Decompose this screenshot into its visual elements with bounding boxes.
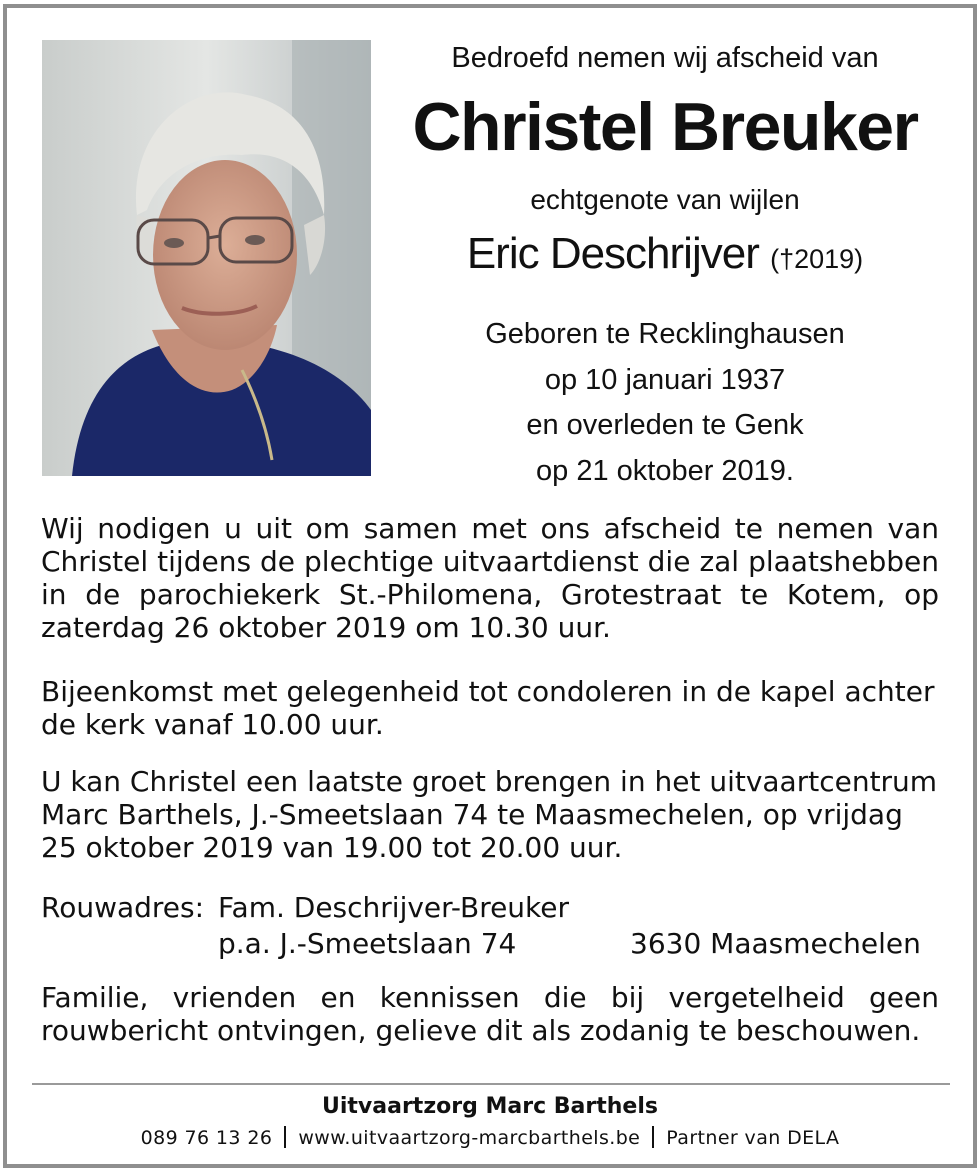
address-street: p.a. J.-Smeetslaan 74 — [218, 927, 517, 960]
death-date: op 21 oktober 2019. — [536, 454, 794, 487]
mourning-address — [41, 891, 939, 963]
separator — [652, 1126, 654, 1148]
address-family: Fam. Deschrijver-Breuker — [218, 891, 570, 924]
portrait-photo — [42, 40, 371, 476]
address-city: 3630 Maasmechelen — [630, 927, 921, 960]
funeral-home-name: Uitvaartzorg Marc Barthels — [322, 1094, 658, 1119]
spouse-line — [380, 229, 950, 279]
birth-date: op 10 januari 1937 — [544, 363, 786, 396]
spouse-name: Eric Deschrijver — [466, 229, 759, 278]
funeral-home-contact — [0, 1126, 980, 1149]
spouse-death-year: (†2019) — [770, 244, 864, 274]
address-label: Rouwadres: — [41, 891, 205, 924]
farewell-paragraph: U kan Christel een laatste groet brengen in het uitvaartcentrum Marc Barthels, J.-Smeetslaan 74 te Maasmechelen, op vrijdag 25 oktober 2019 van 19.00 tot 20.00 uur. — [41, 765, 938, 864]
separator — [284, 1126, 286, 1148]
death-place: en overleden te Genk — [526, 409, 804, 441]
condolences-paragraph: Bijeenkomst met gelegenheid tot condoleren in de kapel achter de kerk vanaf 10.00 uur. — [41, 675, 935, 741]
birth-death-details — [380, 312, 950, 494]
service-paragraph: Wij nodigen u uit om samen met ons afscheid te nemen van Christel tijdens de plechtige uitvaartdienst die zal plaatshebben in de parochiekerk St.-Philomena, Grotestraat te Kotem, op zaterdag 26 oktober 2019 om 10.30 uur. — [41, 512, 939, 644]
notice-paragraph: Familie, vrienden en kennissen die bij vergetelheid geen rouwbericht ontvingen, gelieve dit als zodanig te beschouwen. — [41, 981, 939, 1047]
intro-line: Bedroefd nemen wij afscheid van — [451, 42, 879, 74]
partner-text: Partner van DELA — [666, 1127, 840, 1149]
deceased-name: Christel Breuker — [412, 89, 918, 165]
footer-divider — [32, 1083, 950, 1085]
phone-number: 089 76 13 26 — [140, 1127, 273, 1149]
website-link[interactable]: www.uitvaartzorg-marcbarthels.be — [298, 1127, 641, 1149]
birth-place: Geboren te Recklinghausen — [485, 318, 845, 350]
spouse-intro: echtgenote van wijlen — [530, 184, 800, 215]
